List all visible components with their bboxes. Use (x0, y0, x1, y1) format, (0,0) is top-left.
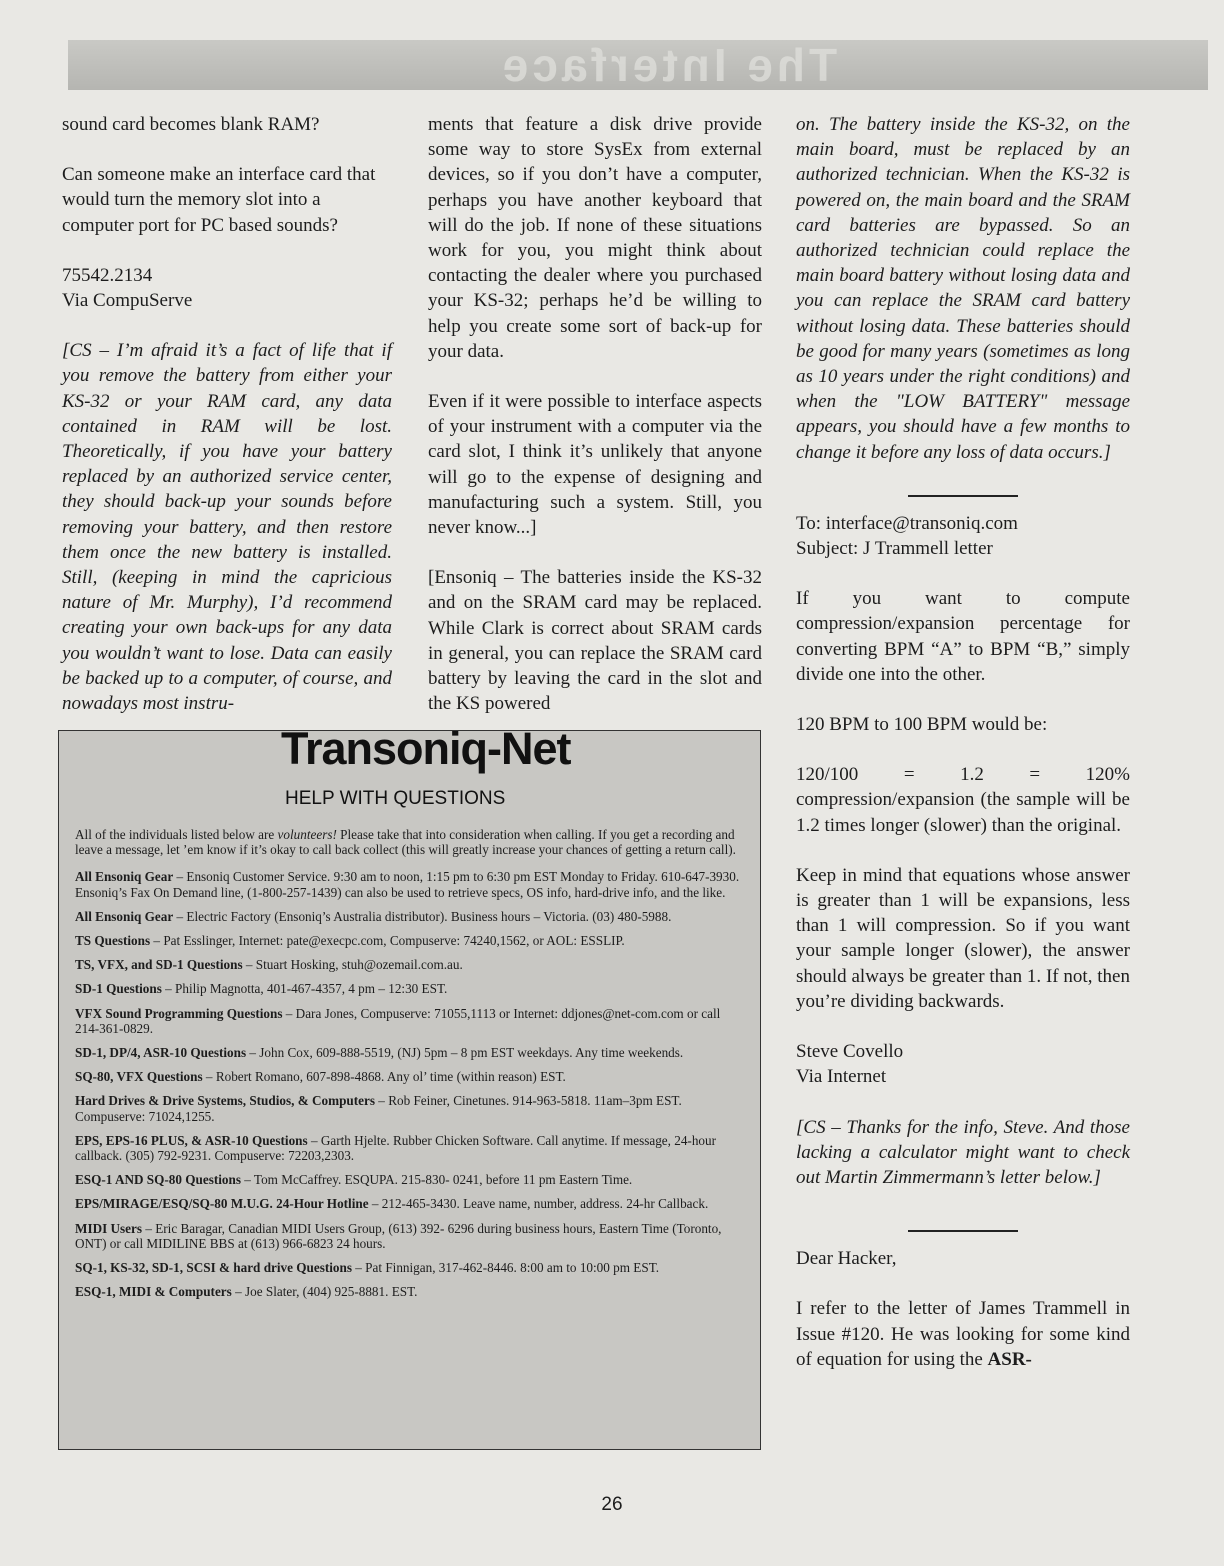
entry-text: – Joe Slater, (404) 925-8881. EST. (231, 1284, 418, 1300)
entry-label: SD-1, DP/4, ASR-10 Questions (75, 1045, 247, 1061)
box-intro (75, 827, 745, 857)
box-title: Transoniq-Net (281, 723, 571, 774)
entry-label: All Ensoniq Gear (75, 908, 174, 924)
col3-paragraph-3: 120 BPM to 100 BPM would be: (796, 714, 1048, 736)
col3-signature-name: Steve Covello (796, 1041, 904, 1063)
col1-signature-via: Via CompuServe (62, 290, 193, 312)
column-1 (62, 112, 392, 741)
section-divider-2 (908, 1230, 1018, 1232)
col3-paragraph-6-bold: ASR- (987, 1348, 1032, 1370)
list-item (75, 1133, 745, 1163)
entry-text: – Tom McCaffrey. ESQUPA. 215-830- 0241, before 11 pm Eastern Time. (240, 1172, 633, 1188)
entry-text: – Pat Finnigan, 317-462-8446. 8:00 am to 10:00 pm EST. (351, 1260, 660, 1276)
list-item (75, 869, 745, 899)
page-number: 26 (601, 1494, 623, 1515)
entry-text: – Stuart Hosking, stuh@ozemail.com.au. (242, 957, 463, 973)
entry-text: – Dara Jones, Compuserve: 71055,1113 or Internet: ddjones@net-com.com or call 214-361-0829. (75, 1005, 721, 1036)
entry-label: SQ-1, KS-32, SD-1, SCSI & hard drive Questions (75, 1260, 352, 1276)
email-subject: Subject: J Trammell letter (796, 538, 993, 560)
list-item (75, 957, 745, 972)
col3-paragraph-6 (796, 1296, 1130, 1372)
header-title: The Interface (498, 40, 838, 90)
box-body (75, 827, 745, 1308)
col1-paragraph-2: Can someone make an interface card that would turn the memory slot into a computer port for PC based sounds? (62, 164, 376, 236)
entry-label: Hard Drives & Drive Systems, Studios, & Computers (75, 1093, 375, 1109)
entry-text: – Ensoniq Customer Service. 9:30 am to noon, 1:15 pm to 6:30 pm EST Monday to Friday. 610-647-3930. Ensoniq’s Fax On Demand line, (1-800-257-1439) can also be used to retrieve specs, OS info, hard-drive info, and the like. (75, 869, 740, 900)
list-item (75, 1284, 745, 1299)
column-3 (796, 112, 1130, 1397)
entry-text: – 212-465-3430. Leave name, number, address. 24-hr Callback. (368, 1196, 709, 1212)
box-subtitle: HELP WITH QUESTIONS (285, 788, 506, 809)
col3-signature-via: Via Internet (796, 1066, 887, 1088)
letter-greeting: Dear Hacker, (796, 1248, 897, 1270)
box-intro-pre: All of the individuals listed below are (75, 827, 278, 842)
entry-label: All Ensoniq Gear (75, 869, 174, 885)
list-item (75, 1196, 745, 1211)
box-intro-emphasis: volunteers! (277, 827, 337, 842)
column-2 (428, 112, 762, 741)
col1-signature-id: 75542.2134 (62, 264, 153, 286)
col1-paragraph-1: sound card becomes blank RAM? (62, 114, 320, 135)
col3-paragraph-5: Keep in mind that equations whose answer is greater than 1 will be expansions, less than 1 will compression. So if you want your sample longer (slower), the answer should always be greater than 1. If not, then you’re dividing backwards. (796, 864, 1130, 1012)
list-item (75, 1093, 745, 1123)
entry-text: – Philip Magnotta, 401-467-4357, 4 pm – 12:30 EST. (161, 981, 448, 997)
entry-label: MIDI Users (75, 1220, 143, 1236)
transoniq-net-box (58, 723, 761, 1450)
entry-label: SQ-80, VFX Questions (75, 1069, 203, 1085)
list-item (75, 1172, 745, 1187)
entry-label: TS Questions (75, 933, 151, 949)
col2-paragraph-2: Even if it were possible to interface aspects of your instrument with a computer via the card slot, I think it’s unlikely that anyone will go to the expense of designing and manufacturing such a system. Still, you never know...] (428, 391, 762, 539)
email-to: To: interface@transoniq.com (796, 512, 1018, 534)
header-band (68, 40, 1208, 90)
list-item (75, 1221, 745, 1251)
col3-paragraph-4: 120/100 = 1.2 = 120% compression/expansion (the sample will be 1.2 times longer (slower) than the original. (796, 764, 1130, 836)
list-item (75, 1045, 745, 1060)
list-item (75, 909, 745, 924)
col3-paragraph-6-text: I refer to the letter of James Trammell in Issue #120. He was looking for some kind of equation for using the (796, 1298, 1130, 1370)
list-item (75, 933, 745, 948)
box-intro-post: Please take that into consideration when calling. If you get a recording and leave a message, let ’em know if it’s okay to call back collect (this will greatly increase your chances of getting a return call). (75, 827, 736, 858)
col2-paragraph-1: ments that feature a disk drive provide some way to store SysEx from external devices, so if you don’t have a computer, perhaps you have another keyboard that will do the job. If none of these situations work for you, you might think about contacting the dealer where you purchased your KS-32; perhaps he’d be willing to help you create some sort of back-up for your data. (428, 114, 762, 362)
list-item (75, 1260, 745, 1275)
list-item (75, 1006, 745, 1036)
entry-text: – Electric Factory (Ensoniq’s Australia distributor). Business hours – Victoria. (03) 480-5988. (173, 908, 672, 924)
col3-paragraph-2: If you want to compute compression/expansion percentage for converting BPM “A” to BPM “B,” simply divide one into the other. (796, 588, 1130, 685)
entry-label: SD-1 Questions (75, 981, 162, 997)
section-divider (908, 495, 1018, 497)
list-item (75, 1069, 745, 1084)
list-item (75, 981, 745, 996)
entry-label: EPS/MIRAGE/ESQ/SQ-80 M.U.G. 24-Hour Hotline (75, 1196, 369, 1212)
entry-text: – Robert Romano, 607-898-4868. Any ol’ time (within reason) EST. (202, 1069, 566, 1085)
col1-cs-reply: [CS – I’m afraid it’s a fact of life that if you remove the battery from either your KS-32 or your RAM card, any data contained in RAM will be lost. Theoretically, if you have your battery replaced by an authorized service center, they should back-up your sounds before removing your battery, and then restore them once the new battery is installed. Still, (keeping in mind the capricious nature of Mr. Murphy), I’d recommend creating your own back-ups for any data you wouldn’t want to lose. Data can easily be backed up to a computer, of course, and nowadays most instru- (62, 340, 392, 715)
entry-label: ESQ-1, MIDI & Computers (75, 1284, 232, 1300)
entry-label: VFX Sound Programming Questions (75, 1005, 283, 1021)
col3-cs-reply: [CS – Thanks for the info, Steve. And those lacking a calculator might want to check out Martin Zimmermann’s letter below.] (796, 1116, 1130, 1188)
entry-label: TS, VFX, and SD-1 Questions (75, 957, 243, 973)
col2-ensoniq-reply: [Ensoniq – The batteries inside the KS-32 and on the SRAM card may be replaced. While Clark is correct about SRAM cards in general, you can replace the SRAM card battery by leaving the card in the slot and the KS powered (428, 567, 762, 715)
entry-text: – Rob Feiner, Cinetunes. 914-963-5818. 11am–3pm EST. Compuserve: 71024,1255. (75, 1093, 682, 1124)
entry-text: – Eric Baragar, Canadian MIDI Users Group, (613) 392- 6296 during business hours, Eastern Time (Toronto, ONT) or call MIDILINE BBS at (613) 966-6823 24 hours. (75, 1220, 722, 1251)
entry-label: ESQ-1 AND SQ-80 Questions (75, 1172, 241, 1188)
entry-text: – Garth Hjelte. Rubber Chicken Software. Call anytime. If message, 24-hour callback. (305) 792-9231. Compuserve: 72203,2303. (75, 1132, 716, 1164)
entry-text: – Pat Esslinger, Internet: pate@execpc.com, Compuserve: 74240,1562, or AOL: ESSLIP. (150, 933, 625, 949)
entry-label: EPS, EPS-16 PLUS, & ASR-10 Questions (75, 1132, 308, 1148)
col3-ensoniq-reply-cont: on. The battery inside the KS-32, on the main board, must be replaced by an authorized technician. When the KS-32 is powered on, the main board and the SRAM card batteries are bypassed. So an authorized technician could replace the main board battery without losing data and you can replace the SRAM card battery without losing data. These batteries should be good for many years (sometimes as long as 10 years under the right conditions) and when the "LOW BATTERY" message appears, you should have a few months to change it before any loss of data occurs.] (796, 114, 1130, 463)
entry-text: – John Cox, 609-888-5519, (NJ) 5pm – 8 pm EST weekdays. Any time weekends. (246, 1045, 684, 1061)
